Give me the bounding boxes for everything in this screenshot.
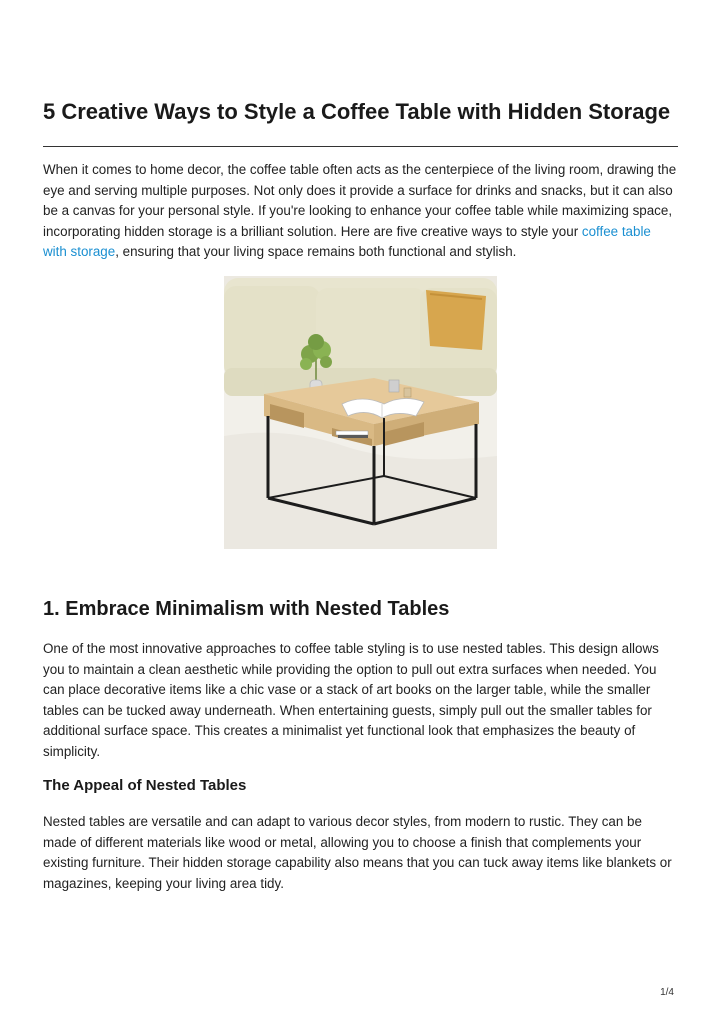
article-title: 5 Creative Ways to Style a Coffee Table with Hidden Storage [43,99,671,124]
intro-text-end: , ensuring that your living space remains both functional and stylish. [115,244,517,260]
section-heading: 1. Embrace Minimalism with Nested Tables [43,598,450,620]
coffee-table-image [224,276,497,549]
intro-text: When it comes to home decor, the coffee table often acts as the centerpiece of the living room, drawing the eye and serving multiple purposes. Not only does it provide a surface for drinks and snacks, but it can also be a canvas for your personal style. If you're looking to enhance your coffee table while maximizing space, incorporating hidden storage is a brilliant solution. Here are five creative ways to style your [43,162,677,239]
page-number: 1/4 [660,987,674,998]
section-paragraph: One of the most innovative approaches to coffee table styling is to use nested tables. This design allows you to maintain a clean aesthetic while providing the option to pull out extra surfaces when needed. You can place decorative items like a chic vase or a stack of art books on the larger table, while the smaller tables can be tucked away underneath. When entertaining guests, simply pull out the smaller tables for additional surface space. This creates a minimalist yet functional look that emphasizes the beauty of simplicity. [43,641,659,759]
subsection-paragraph: Nested tables are versatile and can adapt to various decor styles, from modern to rustic. They can be made of different materials like wood or metal, allowing you to choose a finish that complements your existing furniture. Their hidden storage capability also means that you can tuck away items like blankets or magazines, keeping your living area tidy. [43,814,672,891]
subsection-heading: The Appeal of Nested Tables [43,777,247,794]
intro-paragraph [43,160,678,263]
title-divider [43,146,678,147]
coffee-table-link[interactable]: coffee table with storage [43,223,651,260]
